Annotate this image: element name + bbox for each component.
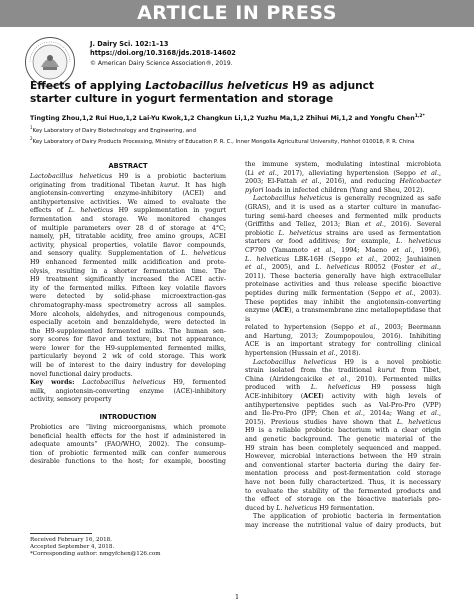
- keywords: [30, 379, 226, 405]
- journal-info: [90, 40, 236, 68]
- abstract-line: originating from traditional Tibetan kurut. It has high: [30, 181, 226, 189]
- body-text-line: CP790 (Yamamoto et al., 1994; Maeno et al., 1996),: [245, 246, 441, 254]
- journal-citation: J. Dairy Sci. 102:1–13: [90, 40, 169, 48]
- introduction-text: [30, 424, 226, 467]
- abstract-line: H9 enhanced fermented milk acidification and prote-: [30, 258, 226, 266]
- body-text-line: and Ile-Pro-Pro (IPP; Chen et al., 2014a; Wang et al.,: [245, 410, 441, 418]
- abstract-line: especially acetoin and benzaldehyde, were detected in: [30, 319, 226, 327]
- abstract-line: angiotensin-converting enzyme-inhibitory (ACEI) and: [30, 190, 226, 198]
- abstract-line: will be of interest to the dairy industry for developing: [30, 362, 226, 370]
- body-text-line: However, microbial interactions between the H9 strain: [245, 453, 441, 461]
- abstract-line: and sensory quality. Supplementation of L. helveticus: [30, 250, 227, 258]
- abstract-line: H9 treatment significantly increased the ACEI activ-: [30, 276, 226, 284]
- footnote-line: Accepted September 4, 2018.: [30, 544, 115, 551]
- affiliations: [30, 124, 470, 146]
- body-text-line: produced with L. helveticus H9 possess high: [245, 384, 441, 392]
- body-text-line: starters or food additives; for example, L. helveticus: [245, 238, 441, 246]
- abstract-line: particularly beyond 2 wk of cold storage. This work: [30, 353, 226, 361]
- body-text-line: related to hypertension (Seppo et al., 2003; Beermann: [245, 324, 441, 332]
- introduction-heading: INTRODUCTION: [99, 413, 157, 422]
- abstract-line: novel functional dairy products.: [30, 370, 133, 378]
- body-text-line: China (Airidengcaicike et al., 2010). Fermented milks: [245, 375, 441, 383]
- footnote-divider: [30, 533, 92, 534]
- abstract-line: activity, physical properties, volatile flavor compounds,: [30, 241, 226, 249]
- introduction-line: desirable functions to the host; for example, boosting: [30, 458, 226, 466]
- body-text-line: Lactobacillus helveticus H9 is a novel probiotic: [253, 358, 441, 366]
- abstract-line: were detected by solid-phase microextraction-gas: [30, 293, 226, 301]
- title-line: Effects of applying Lactobacillus helveticus H9 as adjunct: [30, 80, 374, 92]
- body-text-line: turing semi-hard cheeses and fermented milk products: [245, 212, 441, 220]
- article-title: [30, 80, 448, 105]
- body-text-line: the effect of storage on the bioactive materials pro-: [245, 496, 441, 504]
- footnote-line: Received February 16, 2018.: [30, 537, 112, 543]
- body-text-line: The application of probiotic bacteria in fermentation: [253, 513, 441, 521]
- body-text-line: ACE is an important strategy for controlling clinical: [245, 341, 441, 349]
- body-text-line: duced by L. helveticus H9 fermentation.: [245, 504, 375, 512]
- body-text-line: L. helveticus LBK-16H (Seppo et al., 2002; Jauhiainen: [245, 255, 442, 263]
- body-text-line: enzyme (ACE), a transmembrane zinc metallopeptidase that is: [245, 307, 441, 323]
- page-number: 1: [234, 593, 240, 601]
- body-text-line: the immune system, modulating intestinal microbiota: [245, 161, 441, 168]
- abstract-line: effects of L. helveticus H9 supplementation in yogurt: [30, 207, 226, 215]
- body-text-line: 2015). Previous studies have shown that L. helveticus: [245, 418, 441, 426]
- left-column: [30, 161, 226, 467]
- abstract-line: the H9-supplemented fermented milks. The human sen-: [30, 327, 226, 335]
- body-text-line: 2011). These bacteria generally have high extracellular: [245, 272, 441, 280]
- body-text-line: have not been fully characterized. Thus, it is necessary: [245, 478, 441, 486]
- abstract-line: ity of the fermented milks. Fifteen key volatile flavors: [30, 284, 226, 292]
- body-text-line: H9 is a reliable probiotic bacterium with a clear origin: [245, 427, 441, 435]
- abstract-line: chromatography-mass spectrometry across all samples.: [30, 301, 226, 309]
- introduction-line: adequate amounts” (FAO/WHO, 2002). The consump-: [30, 441, 226, 449]
- abstract-line: fermentation and storage. We monitored changes: [30, 215, 226, 223]
- body-text-line: (GRAS), and it is used as a starter culture in manufac-: [245, 203, 441, 211]
- copyright-line: © American Dairy Science Association®, 2019.: [90, 59, 233, 67]
- abstract-heading: ABSTRACT: [108, 162, 148, 170]
- article-in-press-banner: ARTICLE IN PRESS: [0, 0, 474, 27]
- right-column: [245, 161, 441, 531]
- introduction-line: tion of probiotic fermented milk can confer numerous: [30, 449, 226, 457]
- introduction-line: Probiotics are “living microorganisms, which promote: [30, 424, 226, 432]
- keywords-line: activity, sensory property: [30, 396, 112, 404]
- doi-link[interactable]: https://doi.org/10.3168/jds.2018-14602: [90, 49, 236, 58]
- body-text-line: probiotic L. helveticus strains are used as fermentation: [245, 229, 441, 237]
- keywords-line: Key words: Lactobacillus helveticus H9, fermented: [30, 379, 226, 387]
- body-text-line: 2003; El-Fattah et al., 2016), and reducing Helicobacter: [245, 178, 441, 186]
- body-text-line: and Hartung, 2013; Zoumpopoulou, 2016). Inhibiting: [245, 332, 441, 340]
- footnote-line[interactable]: *Corresponding author: nmgyfchen@126.com: [30, 551, 161, 558]
- abstract-line: antihypertensive activities. We aimed to evaluate the: [30, 198, 226, 206]
- body-text-line: (Griffiths and Tellez, 2013; Bian et al., 2016). Several: [245, 221, 442, 229]
- footnotes: [30, 537, 226, 559]
- body-text-line: H9 strain has been completely sequenced and mapped.: [245, 444, 441, 452]
- body-text-line: These peptides may inhibit the angiotensin-converting: [245, 298, 441, 306]
- abstract-line: were lower for the H9-supplemented fermented milks,: [30, 344, 226, 352]
- keywords-label: Key words:: [30, 379, 75, 387]
- body-text-line: peptides during milk fermentation (Seppo et al., 2003).: [245, 289, 442, 297]
- affiliation-2: $^2$Key Laboratory of Dairy Products Processing, Ministry of Education P. R. C., Inner Mongolia Agricultural University, Hohhot 010018, P. R. China: [30, 136, 415, 145]
- author-list: Tingting Zhou,1,2 Rui Huo,1,2 Lai-Yu Kwok,1,2 Changkun Li,1,2 Yuzhu Ma,1,2 Zhihui Mi,1,2 and Yongfu Chen$^{1,2*}$: [30, 114, 425, 123]
- abstract-line: olysis, resulting in a shorter fermentation time. The: [30, 267, 226, 275]
- body-text-line: strain isolated from the traditional kurut from Tibet,: [245, 367, 442, 375]
- abstract-line: sory scores for flavor and texture, but not appearance,: [30, 336, 226, 344]
- keywords-line: milk, angiotensin-converting enzyme (ACE)-inhibitory: [30, 387, 226, 395]
- body-text-line: and genetic background. The genetic material of the: [245, 436, 441, 443]
- body-text-line: Lactobacillus helveticus is generally recognized as safe: [253, 195, 442, 203]
- abstract-line: namely, pH, titratable acidity, free amino groups, ACEI: [30, 233, 226, 241]
- body-text-line: proteinase activities and thus release specific bioactive: [245, 281, 441, 289]
- body-text-line: antihypertensive peptides such as Val-Pro-Pro (VPP): [245, 401, 441, 409]
- body-text-line: pylori loads in infected children (Yang and Sheu, 2012).: [245, 186, 425, 194]
- affiliation-1: $^1$Key Laboratory of Dairy Biotechnology and Engineering, and: [30, 125, 196, 134]
- abstract-line: of multiple parameters over 28 d of storage at 4°C;: [30, 224, 226, 232]
- body-text-line: may increase the nutritional value of dairy products, but: [245, 521, 441, 529]
- title-line: starter culture in yogurt fermentation and storage: [30, 92, 334, 105]
- body-text-line: mentation process and post-fermentation cold storage: [245, 470, 441, 478]
- body-text-line: (Li et al., 2017), alleviating hypertension (Seppo et al.,: [245, 169, 442, 177]
- abstract-line: Lactobacillus helveticus H9 is a probiotic bacterium: [30, 173, 226, 180]
- body-text-line: ACE-inhibitory (ACEI) activity with high levels of: [245, 393, 441, 401]
- introduction-line: beneficial health effects for the host if administered in: [30, 432, 226, 440]
- abstract-text: [30, 173, 226, 379]
- body-text-line: and conventional starter bacteria during the dairy fer-: [245, 461, 441, 469]
- body-text-line: hypertension (Hussain et al., 2018).: [245, 350, 361, 358]
- abstract-line: More alcohols, aldehydes, and nitrogenous compounds,: [30, 310, 226, 318]
- body-text-line: to evaluate the stability of the fermented products and: [245, 487, 441, 495]
- body-text-line: et al., 2005), and L. helveticus R0052 (Foster et al.,: [245, 264, 441, 272]
